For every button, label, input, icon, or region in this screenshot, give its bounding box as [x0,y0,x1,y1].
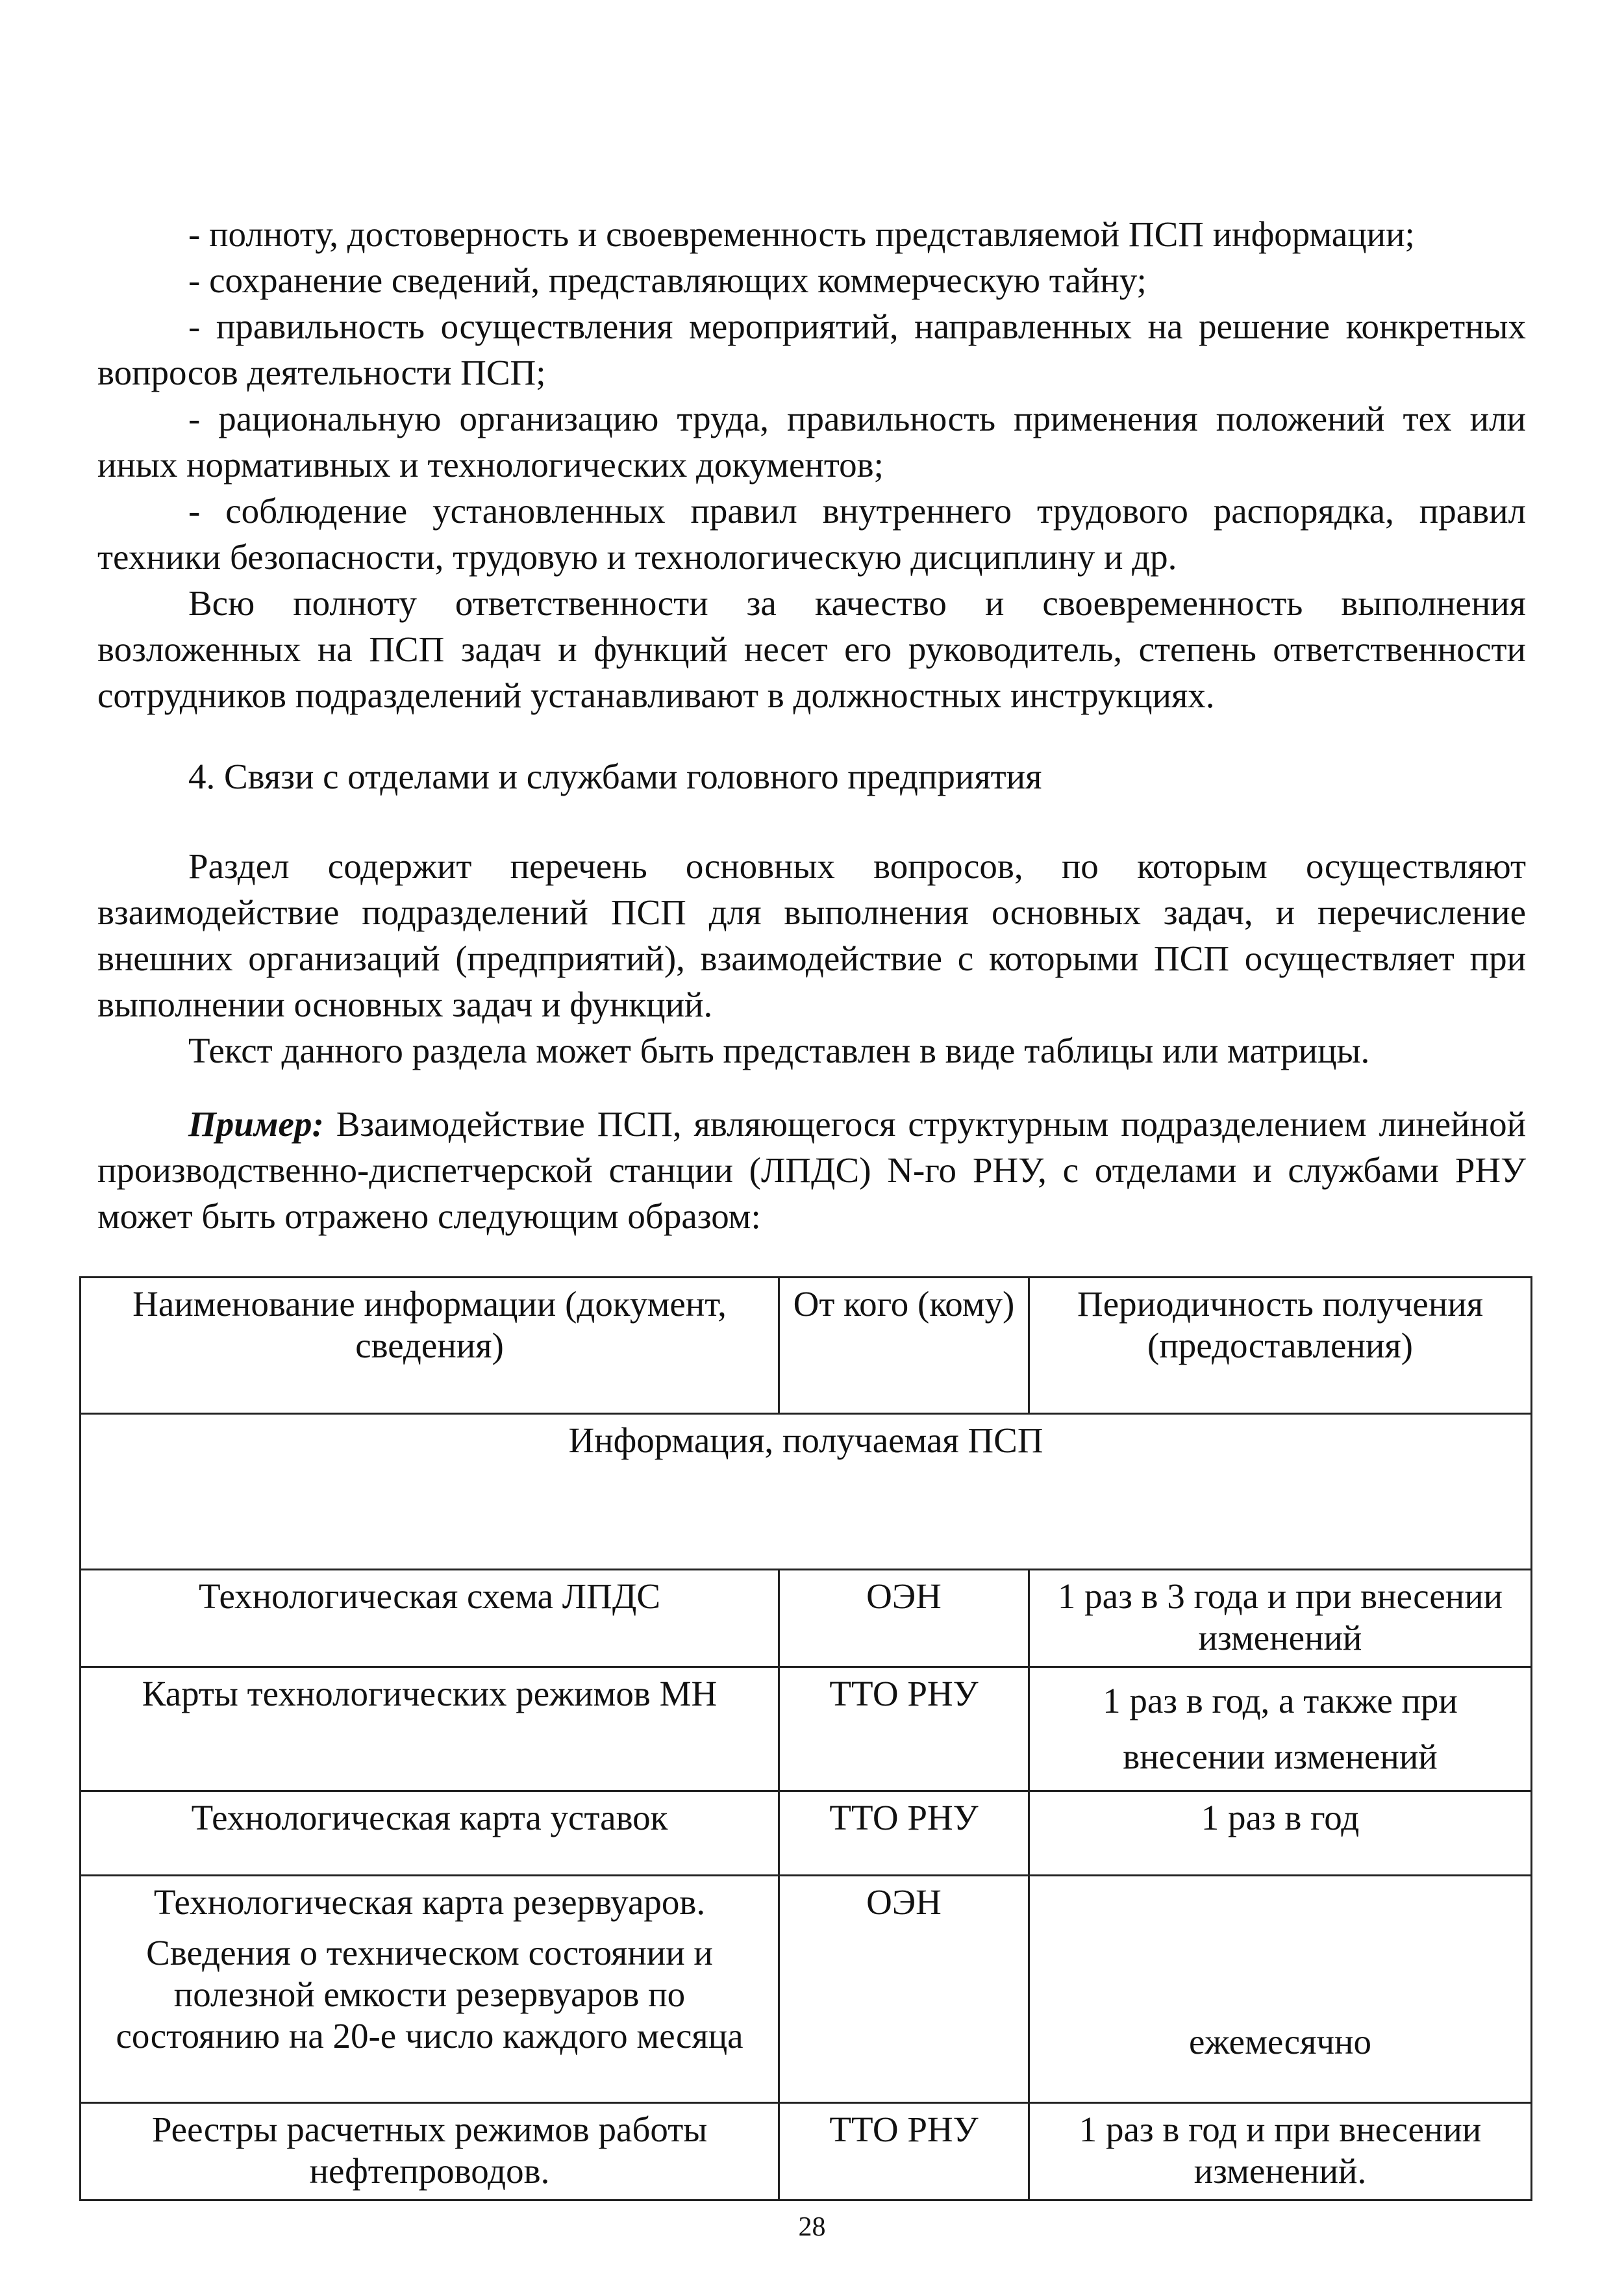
page-number: 28 [798,2212,826,2242]
row-name-extra: Сведения о техническом состоянии и полезной емкости резервуаров по состоянию на 20-е число каждого месяца [116,1933,743,2056]
list-item: - сохранение сведений, представляющих коммерческую тайну; [188,260,1147,300]
row-period: 1 раз в год [1029,1791,1532,1876]
section-paragraph: Текст данного раздела может быть представлен в виде таблицы или матрицы. [188,1031,1370,1070]
section-heading: 4. Связи с отделами и службами головного предприятия [188,757,1042,796]
table-row [81,2103,1532,2200]
list-item: - рациональную организацию труда, правильность применения положений тех или иных нормативных и технологических документов; [97,399,1526,485]
row-from: ТТО РНУ [779,2103,1029,2200]
list-item: - правильность осуществления мероприятий, направленных на решение конкретных вопросов деятельности ПСП; [97,307,1526,392]
row-name: Технологическая схема ЛПДС [81,1570,779,1667]
example-text: Взаимодействие ПСП, являющегося структурным подразделением линейной производственно-диспетчерской станции (ЛПДС) N-го РНУ, с отделами и службами РНУ может быть отражено следующим образом: [97,1104,1526,1236]
list-item: - соблюдение установленных правил внутреннего трудового распорядка, правил техники безопасности, трудовую и технологическую дисциплину и др. [97,491,1526,577]
interaction-table [79,1276,1532,2201]
section-label: Информация, получаемая ПСП [81,1414,1532,1570]
table-row [81,1791,1532,1876]
table-section-row [81,1414,1532,1570]
row-name: Реестры расчетных режимов работы нефтепроводов. [81,2103,779,2200]
table-row [81,1570,1532,1667]
table-row [81,1667,1532,1791]
row-from: ОЭН [779,1570,1029,1667]
header-period: Периодичность получения (предоставления) [1029,1278,1532,1414]
table-header-row [81,1278,1532,1414]
row-period: ежемесячно [1029,1876,1532,2103]
row-from: ТТО РНУ [779,1667,1029,1791]
row-name: Карты технологических режимов МН [81,1667,779,1791]
example-paragraph [97,1101,1526,1239]
row-from: ТТО РНУ [779,1791,1029,1876]
section-paragraph: Раздел содержит перечень основных вопросов, по которым осуществляют взаимодействие подразделений ПСП для выполнения основных задач, и перечисление внешних организаций (предприятий), взаимодействие с которыми ПСП осуществляет при выполнении основных задач и функций. [97,846,1526,1024]
table-row [81,1876,1532,2103]
row-name: Технологическая карта уставок [81,1791,779,1876]
row-period: 1 раз в год и при внесении изменений. [1029,2103,1532,2200]
section-body [97,843,1526,1074]
header-name: Наименование информации (документ, сведения) [81,1278,779,1414]
responsibility-list [97,211,1526,718]
row-period: 1 раз в 3 года и при внесении изменений [1029,1570,1532,1667]
row-name-line: Технологическая карта резервуаров. [153,1882,706,1922]
header-from: От кого (кому) [779,1278,1029,1414]
example-label: Пример: [188,1104,324,1144]
list-item: - полноту, достоверность и своевременность представляемой ПСП информации; [188,214,1415,254]
responsibility-paragraph: Всю полноту ответственности за качество и своевременность выполнения возложенных на ПСП задач и функций несет его руководитель, степень ответственности сотрудников подразделений устанавливают в должностных инструкциях. [97,583,1526,715]
row-from: ОЭН [779,1876,1029,2103]
row-period: 1 раз в год, а также при внесении изменений [1029,1667,1532,1791]
row-name [81,1876,779,2103]
